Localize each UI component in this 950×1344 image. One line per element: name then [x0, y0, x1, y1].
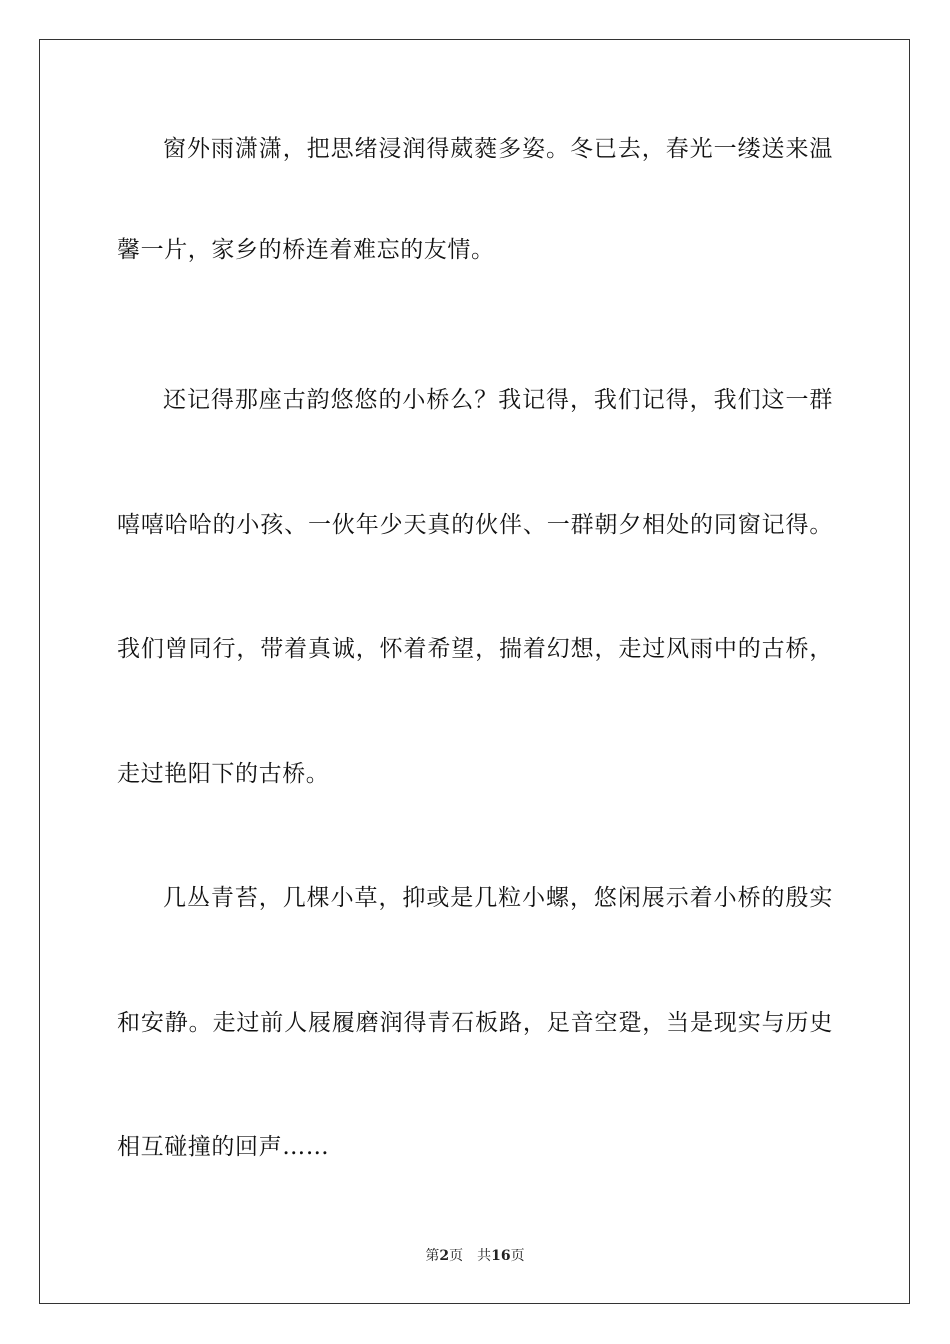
paragraph-2-line-1: 还记得那座古韵悠悠的小桥么？我记得，我们记得，我们这一群 — [163, 387, 833, 413]
paragraph-3-line-2: 和安静。走过前人屐履磨润得青石板路，足音空跫，当是现实与历史 — [117, 1010, 833, 1036]
page-number: 2 — [439, 1248, 450, 1264]
page-suffix: 页 — [449, 1248, 464, 1264]
page-footer — [0, 1247, 950, 1265]
paragraph-1-line-2: 馨一片，家乡的桥连着难忘的友情。 — [117, 237, 495, 263]
paragraph-2-line-3: 我们曾同行，带着真诚，怀着希望，揣着幻想，走过风雨中的古桥， — [117, 636, 833, 662]
paragraph-3-line-1: 几丛青苔，几棵小草，抑或是几粒小螺，悠闲展示着小桥的殷实 — [163, 885, 833, 911]
total-prefix: 共 — [477, 1248, 492, 1264]
paragraph-1-line-1: 窗外雨潇潇，把思绪浸润得葳蕤多姿。冬已去，春光一缕送来温 — [163, 136, 833, 162]
paragraph-2-line-4: 走过艳阳下的古桥。 — [117, 761, 330, 787]
page-border — [39, 39, 910, 1304]
paragraph-3-line-3: 相互碰撞的回声…… — [117, 1134, 330, 1160]
total-pages: 16 — [491, 1248, 511, 1264]
paragraph-2-line-2: 嘻嘻哈哈的小孩、一伙年少天真的伙伴、一群朝夕相处的同窗记得。 — [117, 512, 833, 538]
total-suffix: 页 — [510, 1248, 525, 1264]
page-prefix: 第 — [425, 1248, 440, 1264]
